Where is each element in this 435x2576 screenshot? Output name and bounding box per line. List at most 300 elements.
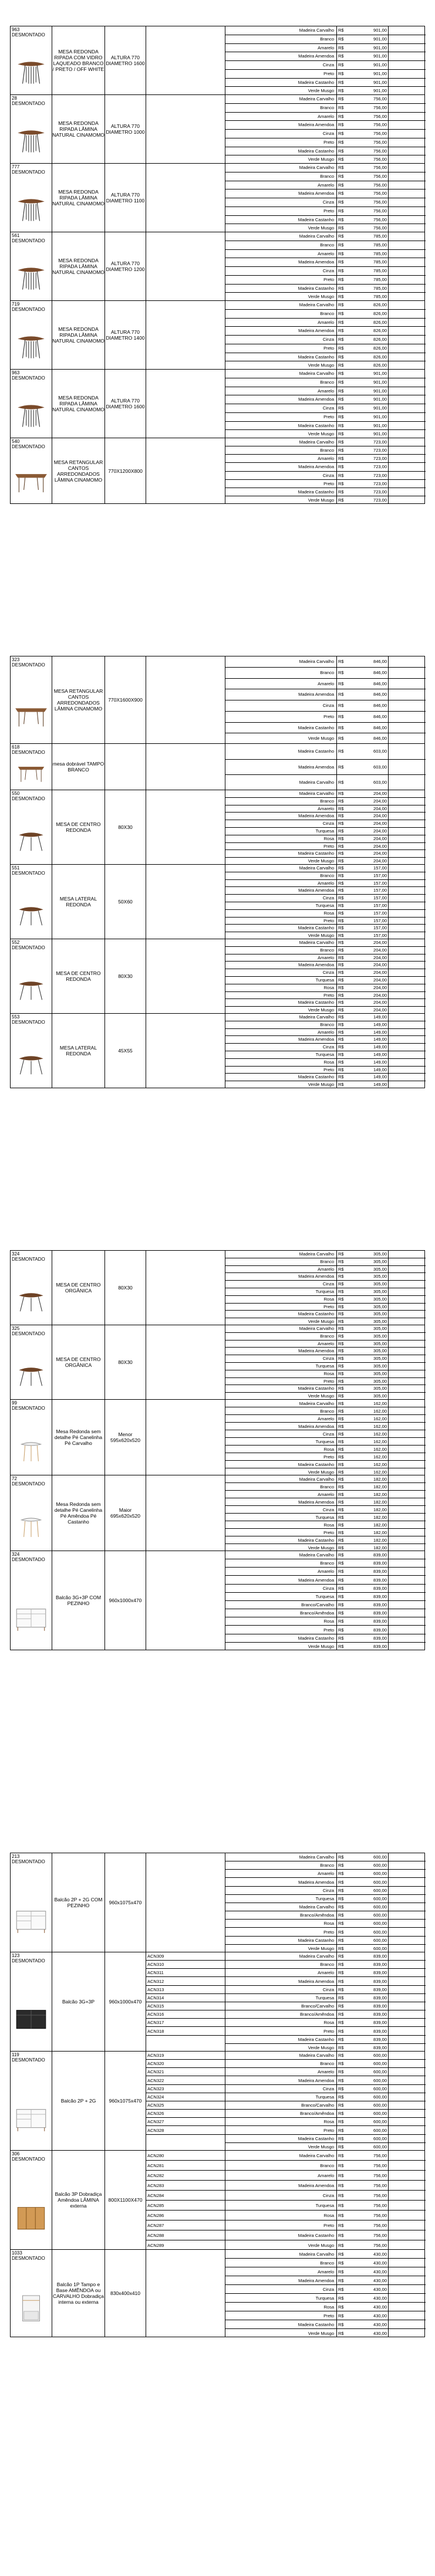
product-row [10,300,425,370]
currency-symbol: R$ [338,1431,344,1437]
product-row [10,369,425,438]
color-option: Madeira Castanho [225,850,336,858]
currency-symbol: R$ [338,2183,344,2188]
price-value: 162,00 [373,1447,387,1452]
color-option: Madeira Carvalho [225,775,336,790]
extra-cell [389,1311,426,1318]
color-option: Madeira Castanho [225,744,336,760]
currency-symbol: R$ [338,1643,344,1649]
color-option: Verde Musgo [225,224,336,232]
price-column [337,1853,389,1952]
currency-symbol: R$ [338,53,344,59]
color-option: Madeira Carvalho [225,1400,336,1407]
sku-code: ACN287 [146,2220,225,2230]
product-code: 306 DESMONTADO [12,2151,45,2162]
product-dimensions-text: ALTURA 770 DIAMETRO 1600 [106,55,145,66]
extra-column [389,2250,426,2337]
product-photo [13,258,49,296]
extra-cell [389,121,426,130]
product-name-text: MESA REDONDA RIPADA LÂMINA NATURAL CINAMOMO [52,395,104,412]
extra-cell [389,2118,426,2126]
product-code-cell [11,26,52,94]
extra-cell [389,1945,426,1952]
product-dimensions-text: 960x1000x470 [109,1597,142,1603]
price-cell [337,1378,388,1386]
color-option: Turquesa [225,1593,336,1601]
color-option: Cinza [225,820,336,828]
currency-symbol: R$ [338,70,344,76]
product-name [52,370,105,438]
price-column [337,1325,389,1399]
price-cell [337,918,388,925]
currency-symbol: R$ [338,2163,344,2168]
product-code: 323 DESMONTADO [12,657,45,668]
currency-symbol: R$ [338,1602,344,1607]
extra-cell [389,189,426,198]
price-cell [337,61,388,70]
product-dimensions [105,164,146,232]
color-option: Cinza [225,895,336,902]
price-cell [337,336,388,344]
price-cell [337,1438,388,1446]
price-value: 430,00 [373,2296,387,2301]
color-option: Preto [225,843,336,851]
price-cell [337,1634,388,1643]
extra-cell [389,319,426,327]
product-dimensions-text: ALTURA 770 DIAMETRO 1100 [106,192,145,204]
currency-symbol: R$ [338,2313,344,2318]
extra-cell [389,2230,426,2240]
currency-symbol: R$ [338,1296,344,1302]
extra-column [389,1400,426,1475]
color-option: Madeira Carvalho [225,164,336,172]
product-row [10,26,425,95]
price-cell [337,1920,388,1928]
price-value: 430,00 [373,2269,387,2274]
price-value: 305,00 [373,1341,387,1346]
price-cell [337,1304,388,1311]
price-cell [337,992,388,1000]
price-column [337,26,389,94]
price-value: 182,00 [373,1538,387,1543]
product-code: 719 DESMONTADO [12,302,45,312]
price-cell [337,44,388,53]
product-code: 213 DESMONTADO [12,1854,45,1864]
extra-cell [389,1415,426,1423]
extra-column [389,2151,426,2249]
price-cell [337,2002,388,2010]
extra-cell [389,2250,426,2259]
extra-cell [389,232,426,241]
price-value: 162,00 [373,1439,387,1444]
product-dimensions [105,1325,146,1399]
extra-cell [389,962,426,969]
color-option: Madeira Carvalho [225,26,336,35]
price-value: 157,00 [373,910,387,916]
price-cell [337,370,388,378]
price-cell [337,488,388,496]
color-option: Madeira Amendoa [225,463,336,471]
product-photo-icon [13,1591,49,1645]
price-value: 839,00 [373,1552,387,1558]
price-value: 204,00 [373,1007,387,1013]
price-value: 826,00 [373,328,387,334]
extra-cell [389,2171,426,2181]
extra-cell [389,887,426,895]
color-option: Madeira Castanho [225,2036,336,2044]
product-name-text: MESA DE CENTRO ORGÂNICA [56,1282,101,1294]
color-option: Amarelo [225,113,336,121]
color-option: Preto [225,2127,336,2135]
color-option: Amarelo [225,679,336,690]
price-value: 204,00 [373,821,387,827]
extra-column [389,301,426,369]
price-value: 430,00 [373,2287,387,2292]
currency-symbol: R$ [338,1470,344,1475]
color-option: Branco [225,2161,336,2171]
price-cell [337,1081,388,1088]
currency-symbol: R$ [338,62,344,67]
product-name [52,1952,105,2051]
color-option: Madeira Castanho [225,1074,336,1081]
extra-cell [389,790,426,798]
price-value: 149,00 [373,1037,387,1042]
product-photo-icon [13,463,49,499]
currency-symbol: R$ [338,1492,344,1497]
price-cell [337,1937,388,1945]
sku-column [146,232,225,300]
currency-symbol: R$ [338,2111,344,2117]
extra-cell [389,865,426,872]
extra-cell [389,44,426,53]
extra-cell [389,835,426,843]
sku-code: ACN310 [146,1961,225,1969]
extra-column [389,370,426,438]
price-cell [337,977,388,984]
extra-cell [389,52,426,61]
color-option: Madeira Castanho [225,1461,336,1468]
price-cell [337,1544,388,1551]
price-value: 756,00 [373,104,387,110]
product-photo [13,1505,49,1546]
price-value: 204,00 [373,828,387,834]
product-name [52,301,105,369]
product-name-text: MESA DE CENTRO REDONDA [56,821,101,833]
color-option: Verde Musgo [225,430,336,438]
product-photo [13,2284,49,2332]
color-options [225,1325,337,1399]
extra-cell [389,1551,426,1559]
price-cell [337,2211,388,2220]
extra-cell [389,1453,426,1461]
price-value: 182,00 [373,1477,387,1482]
price-value: 600,00 [373,2053,387,2058]
color-option: Cinza [225,1887,336,1895]
price-value: 839,00 [373,2012,387,2018]
currency-symbol: R$ [338,439,344,445]
price-value: 305,00 [373,1348,387,1354]
price-cell [337,2101,388,2110]
price-value: 723,00 [373,497,387,503]
price-cell [337,1074,388,1081]
product-photo-icon [13,1429,49,1470]
product-row [10,1551,425,1650]
price-value: 756,00 [373,131,387,136]
price-value: 785,00 [373,233,387,239]
color-option: Madeira Carvalho [225,1014,336,1021]
currency-symbol: R$ [338,725,344,730]
product-photo [13,819,49,859]
extra-cell [389,1978,426,1986]
color-option: Amarelo [225,1969,336,1977]
price-value: 839,00 [373,1577,387,1583]
currency-symbol: R$ [338,1970,344,1976]
extra-column [389,1014,426,1088]
currency-symbol: R$ [338,104,344,110]
extra-cell [389,258,426,267]
price-cell [337,828,388,835]
currency-symbol: R$ [338,165,344,170]
extra-cell [389,2259,426,2267]
currency-symbol: R$ [338,1995,344,2000]
currency-symbol: R$ [338,1879,344,1885]
extra-cell [389,1911,426,1920]
sku-code: ACN283 [146,2181,225,2191]
currency-symbol: R$ [338,813,344,819]
extra-cell [389,1007,426,1013]
product-code-cell [11,865,52,939]
currency-symbol: R$ [338,1561,344,1566]
price-value: 826,00 [373,337,387,342]
extra-cell [389,999,426,1007]
color-option: Verde Musgo [225,1544,336,1551]
price-value: 305,00 [373,1386,387,1392]
extra-cell [389,2240,426,2249]
price-value: 846,00 [373,713,387,719]
currency-symbol: R$ [338,2103,344,2108]
currency-symbol: R$ [338,2287,344,2292]
color-option: Cinza [225,1281,336,1288]
price-value: 826,00 [373,354,387,360]
currency-symbol: R$ [338,45,344,50]
product-photo [13,1591,49,1645]
price-cell [337,2201,388,2211]
price-cell [337,1643,388,1650]
extra-cell [389,1014,426,1021]
product-code-cell [11,1400,52,1475]
sku-column [146,1551,225,1650]
currency-symbol: R$ [338,1014,344,1020]
color-option: Amarelo [225,1266,336,1274]
extra-cell [389,267,426,276]
color-option: Madeira Carvalho [225,438,336,446]
currency-symbol: R$ [338,122,344,128]
color-option: Madeira Amendoa [225,2077,336,2085]
price-value: 901,00 [373,36,387,42]
price-value: 839,00 [373,1954,387,1959]
price-column [337,232,389,300]
price-cell [337,1036,388,1044]
currency-symbol: R$ [338,422,344,428]
extra-cell [389,336,426,344]
product-photo [13,1354,49,1394]
price-cell [337,790,388,798]
extra-cell [389,939,426,947]
extra-cell [389,954,426,962]
color-option: Madeira Amendoa [225,1423,336,1430]
price-value: 204,00 [373,1000,387,1006]
extra-cell [389,422,426,431]
extra-cell [389,2077,426,2085]
price-cell [337,1853,388,1861]
product-row [10,864,425,939]
sku-column [146,865,225,939]
price-column [337,1400,389,1475]
price-cell [337,2085,388,2093]
price-column [337,865,389,939]
color-option: Branco [225,1483,336,1491]
product-photo [13,2091,49,2145]
product-dimensions-text: 80X30 [118,1359,133,1365]
currency-symbol: R$ [338,2044,344,2050]
product-code-cell [11,164,52,232]
sku-column [146,438,225,503]
price-value: 305,00 [373,1363,387,1369]
price-cell [337,1266,388,1274]
price-value: 826,00 [373,363,387,368]
currency-symbol: R$ [338,1887,344,1893]
price-column [337,2151,389,2249]
price-cell [337,1475,388,1483]
product-code: 963 DESMONTADO [12,370,45,381]
color-option: Madeira Castanho [225,1634,336,1643]
extra-cell [389,2220,426,2230]
color-option: Verde Musgo [225,2143,336,2150]
price-cell [337,480,388,488]
price-cell [337,1273,388,1281]
color-options [225,939,337,1013]
product-dimensions [105,790,146,864]
product-dimensions [105,2250,146,2337]
currency-symbol: R$ [338,888,344,893]
color-option: Amarelo [225,455,336,463]
currency-symbol: R$ [338,2153,344,2158]
sku-column [146,2151,225,2249]
price-cell [337,147,388,156]
price-cell [337,472,388,480]
color-option: Rosa [225,910,336,918]
extra-cell [389,910,426,918]
currency-symbol: R$ [338,1082,344,1088]
sku-column [146,1853,225,1952]
price-cell [337,438,388,446]
sku-code: ACN309 [146,1952,225,1961]
product-name [52,2151,105,2249]
currency-symbol: R$ [338,749,344,754]
currency-symbol: R$ [338,1904,344,1910]
product-photo-icon [13,893,49,934]
color-option: Turquesa [225,1514,336,1521]
currency-symbol: R$ [338,865,344,871]
color-option: Madeira Castanho [225,216,336,225]
color-option: Madeira Amendoa [225,1576,336,1585]
sku-column [146,26,225,94]
product-dimensions-text: 80X30 [118,1285,133,1291]
product-dimensions [105,939,146,1013]
currency-symbol: R$ [338,851,344,857]
color-option: Preto [225,1453,336,1461]
currency-symbol: R$ [338,1044,344,1050]
sku-code: ACN312 [146,1978,225,1986]
extra-cell [389,113,426,121]
price-cell [337,446,388,455]
price-cell [337,189,388,198]
extra-cell [389,2151,426,2161]
color-option: Rosa [225,1920,336,1928]
price-value: 204,00 [373,984,387,990]
price-cell [337,858,388,864]
sku-code: ACN320 [146,2060,225,2068]
price-cell [337,850,388,858]
currency-symbol: R$ [338,2127,344,2133]
extra-cell [389,775,426,790]
currency-symbol: R$ [338,984,344,990]
color-options [225,370,337,438]
price-value: 756,00 [373,191,387,197]
price-cell [337,805,388,813]
product-dimensions-text: 830x400x410 [110,2290,141,2296]
sku-code: ACN322 [146,2077,225,2085]
price-cell [337,1407,388,1415]
price-cell [337,1961,388,1969]
price-cell [337,760,388,776]
product-name-text: Mesa Redonda sem detalhe Pé Canelinha Pé Carvalho [54,1429,103,1446]
product-name [52,95,105,163]
extra-column [389,2052,426,2150]
price-value: 839,00 [373,1593,387,1599]
extra-cell [389,932,426,939]
product-name-text: MESA RETANGULAR CANTOS ARREDONDADOS LÂMINA CINAMOMO [53,688,103,712]
color-option: Madeira Castanho [225,1311,336,1318]
price-value: 603,00 [373,749,387,754]
price-value: 305,00 [373,1258,387,1264]
product-dimensions-text: ALTURA 770 DIAMETRO 1200 [106,260,145,272]
product-row [10,1250,425,1325]
extra-cell [389,104,426,113]
product-dimensions-text: 960x1000x470 [109,1999,142,2005]
sku-code: ACN326 [146,2110,225,2118]
price-cell [337,2019,388,2027]
color-option: Amarelo [225,2267,336,2276]
price-value: 430,00 [373,2313,387,2318]
price-value: 901,00 [373,53,387,59]
color-option: Amarelo [225,1029,336,1037]
product-code-cell [11,744,52,790]
price-cell [337,1491,388,1498]
product-row [10,1399,425,1475]
currency-symbol: R$ [338,1978,344,1984]
currency-symbol: R$ [338,992,344,998]
price-cell [337,1423,388,1430]
color-option: Madeira Carvalho [225,656,336,668]
product-code-cell [11,1952,52,2051]
price-value: 600,00 [373,1887,387,1893]
price-value: 182,00 [373,1545,387,1551]
color-option: Madeira Amendoa [225,887,336,895]
currency-symbol: R$ [338,1424,344,1429]
color-options [225,1551,337,1650]
sku-column [146,744,225,790]
